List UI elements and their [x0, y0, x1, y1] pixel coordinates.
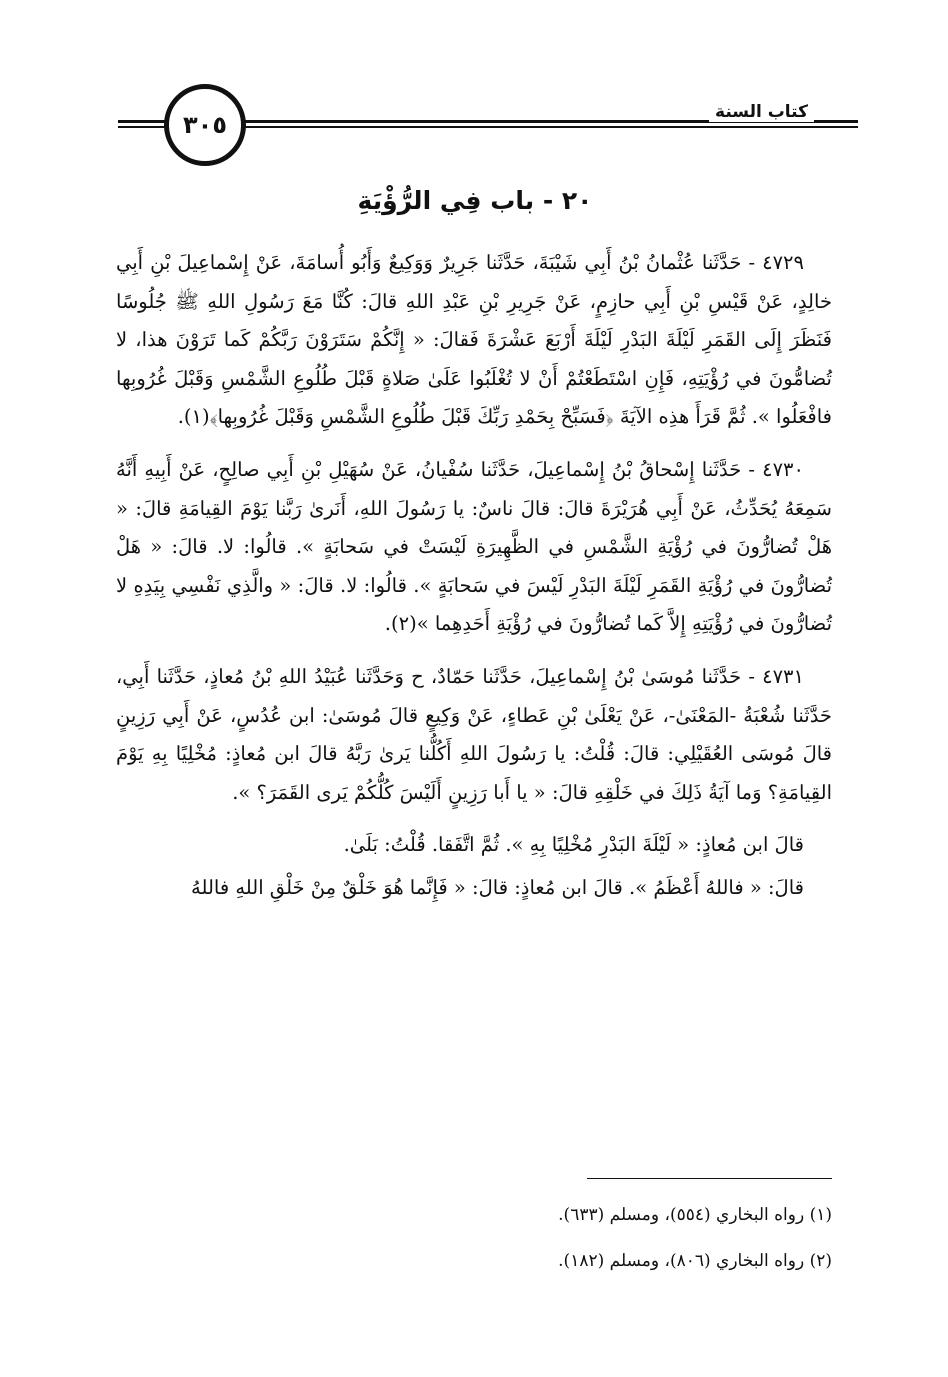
footnotes: [116, 1192, 832, 1284]
header-rule-left-thin: [118, 126, 168, 128]
header-rule-left: [118, 120, 168, 123]
continuation-line: قالَ: « فاللهُ أَعْظَمُ ». قالَ ابن مُعاذٍ: قالَ: « فَإِنَّما هُوَ خَلْقٌ مِنْ خَلْقِ اللهِ فاللهُ: [191, 875, 804, 899]
book-title: كتاب السنة: [709, 102, 814, 122]
page-number: ٣٠٥: [164, 84, 246, 166]
hadith-4731: ٤٧٣١ - حَدَّثَنا مُوسَىٰ بْنُ إِسْماعِيلَ، حَدَّثَنا حَمّادٌ، ح وَحَدَّثَنا عُبَيْدُ اللهِ بْنُ مُعاذٍ، حَدَّثَنا أَبِي، حَدَّثَنا شُعْبَةُ -المَعْنَىٰ-، عَنْ يَعْلَىٰ بْنِ عَطاءٍ، عَنْ وَكِيعٍ قالَ مُوسَىٰ: ابن عُدُسٍ، عَنْ أَبِي رَزِينٍ قالَ مُوسَى العُقَيْلِي: قالَ: قُلْتُ: يا رَسُولَ اللهِ أَكُلُّنا يَرىٰ رَبَّهُ قالَ ابن مُعاذٍ: مُخْلِيًا بِهِ يَوْمَ القِيامَةِ؟ وَما آيَةُ ذَلِكَ في خَلْقِهِ قالَ: « يا أَبا رَزِينٍ أَلَيْسَ كُلُّكُمْ يَرى القَمَرَ؟ ».: [116, 664, 832, 804]
footnote-2: (٢) رواه البخاري (٨٠٦)، ومسلم (١٨٢).: [558, 1251, 832, 1271]
chapter-title: ٢٠ - باب فِي الرُّؤْيَةِ: [357, 186, 593, 215]
hadith-4729: ٤٧٢٩ - حَدَّثَنا عُثْمانُ بْنُ أَبِي شَيْبَةَ، حَدَّثَنا جَرِيرٌ وَوَكِيعٌ وَأَبُو أُسامَةَ، عَنْ إِسْماعِيلَ بْنِ أَبِي خالِدٍ، عَنْ قَيْسِ بْنِ أَبِي حازِمٍ، عَنْ جَرِيرِ بْنِ عَبْدِ اللهِ قالَ: كُنَّا مَعَ رَسُولِ اللهِ ﷺ جُلُوسًا فَنَظَرَ إِلَى القَمَرِ لَيْلَةَ البَدْرِ لَيْلَةَ أَرْبَعَ عَشْرَةَ فَقالَ: « إِنَّكُمْ سَتَرَوْنَ رَبَّكُمْ كَما تَرَوْنَ هذا، لا تُضامُّونَ في رُؤْيَتِهِ، فَإِنِ اسْتَطَعْتُمْ أَنْ لا تُغْلَبُوا عَلَىٰ صَلاةٍ قَبْلَ طُلُوعِ الشَّمْسِ وَقَبْلَ غُرُوبِها فافْعَلُوا ». ثُمَّ قَرَأَ هذِه الآيَةَ ﴿فَسَبِّحْ بِحَمْدِ رَبِّكَ قَبْلَ طُلُوعِ الشَّمْسِ وَقَبْلَ غُرُوبِها﴾(١).: [116, 251, 832, 429]
continuation-line: قالَ ابن مُعاذٍ: « لَيْلَةَ البَدْرِ مُخْلِيًا بِهِ ». ثُمَّ اتَّفَقا. قُلْتُ: بَلَىٰ.: [343, 833, 804, 857]
hadith-4730: ٤٧٣٠ - حَدَّثَنا إِسْحاقُ بْنُ إِسْماعِيلَ، حَدَّثَنا سُفْيانُ، عَنْ سُهَيْلِ بْنِ أَبِي صالِحٍ، عَنْ أَبِيهِ أَنَّهُ سَمِعَهُ يُحَدِّثُ، عَنْ أَبِي هُرَيْرَةَ قالَ: قالَ ناسٌ: يا رَسُولَ اللهِ، أَنَرىٰ رَبَّنا يَوْمَ القِيامَةِ قالَ: « هَلْ تُضارُّونَ في رُؤْيَةِ الشَّمْسِ في الظَّهِيرَةِ لَيْسَتْ في سَحابَةٍ ». قالُوا: لا. قالَ: « هَلْ تُضارُّونَ في رُؤْيَةِ القَمَرِ لَيْلَةَ البَدْرِ لَيْسَ في سَحابَةٍ ». قالُوا: لا. قالَ: « والَّذِي نَفْسِي بِيَدِهِ لا تُضارُّونَ في رُؤْيَتِهِ إِلاَّ كَما تُضارُّونَ في رُؤْيَةِ أَحَدِهِما »(٢).: [116, 457, 832, 636]
footnote-1: (١) رواه البخاري (٥٥٤)، ومسلم (٦٣٣).: [558, 1205, 832, 1225]
footnote-divider: [587, 1178, 832, 1179]
header-rule-thin: [228, 126, 858, 128]
page-header: [118, 78, 858, 164]
main-text: [116, 244, 832, 912]
